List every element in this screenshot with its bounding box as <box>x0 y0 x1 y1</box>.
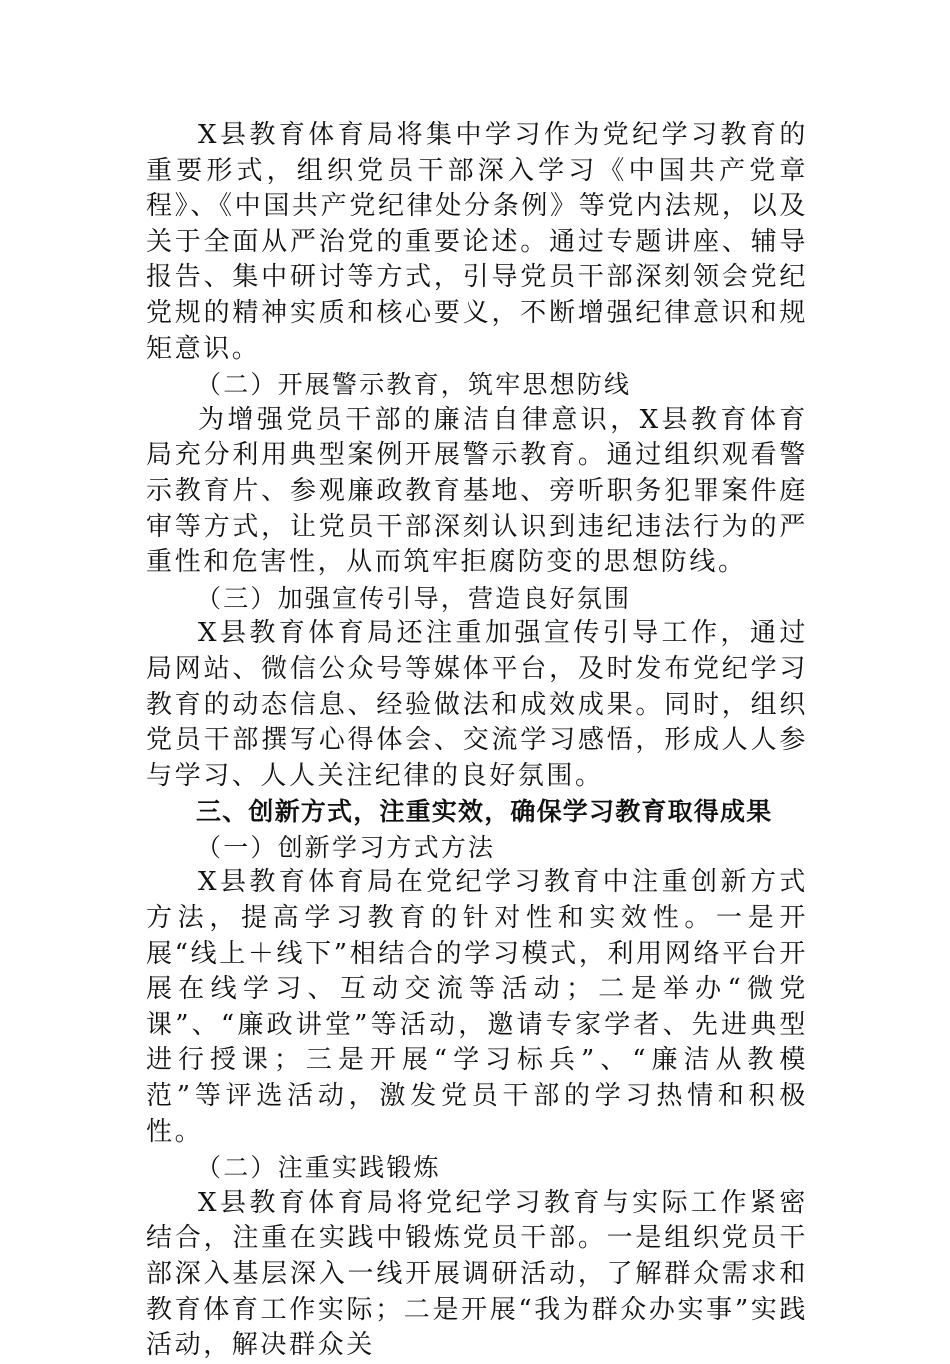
paragraph-practice: X县教育体育局将党纪学习教育与实际工作紧密结合，注重在实践中锻炼党员干部。一是组织党员干部深入基层深入一线开展调研活动，了解群众需求和教育体育工作实际；二是开展“我为群众办实事”实践活动，解决群众关 <box>146 1187 808 1361</box>
subheading-innovate-methods: （一）创新学习方式方法 <box>196 832 496 862</box>
subheading-practice: （二）注重实践锻炼 <box>196 1153 441 1183</box>
paragraph-centralized-study: X县教育体育局将集中学习作为党纪学习教育的重要形式，组织党员干部深入学习《中国共产党章程》、《中国共产党纪律处分条例》等党内法规，以及关于全面从严治党的重要论述。通过专题讲座、辅导报告、集中研讨等方式，引导党员干部深刻领会党纪党规的精神实质和核心要义，不断增强纪律意识和规矩意识。 <box>146 120 808 364</box>
paragraph-innovate-methods: X县教育体育局在党纪学习教育中注重创新方式方法，提高学习教育的针对性和实效性。一是开展“线上＋线下”相结合的学习模式，利用网络平台开展在线学习、互动交流等活动；二是举办“微党课”、“廉政讲堂”等活动，邀请专家学者、先进典型进行授课；三是开展“学习标兵”、“廉洁从教模范”等评选活动，激发党员干部的学习热情和积极性。 <box>146 867 808 1147</box>
document-page <box>146 118 808 1364</box>
paragraph-warning-education: 为增强党员干部的廉洁自律意识，X县教育体育局充分利用典型案例开展警示教育。通过组织观看警示教育片、参观廉政教育基地、旁听职务犯罪案件庭审等方式，让党员干部深刻认识到违纪违法行为的严重性和危害性，从而筑牢拒腐防变的思想防线。 <box>146 404 808 578</box>
subheading-warning-education: （二）开展警示教育，筑牢思想防线 <box>196 370 632 400</box>
paragraph-publicity-guidance: X县教育体育局还注重加强宣传引导工作，通过局网站、微信公众号等媒体平台，及时发布党纪学习教育的动态信息、经验做法和成效成果。同时，组织党员干部撰写心得体会、交流学习感悟，形成人人参与学习、人人关注纪律的良好氛围。 <box>146 618 808 791</box>
section-heading-three: 三、创新方式，注重实效，确保学习教育取得成果 <box>196 797 773 827</box>
subheading-publicity-guidance: （三）加强宣传引导，营造良好氛围 <box>196 583 632 613</box>
